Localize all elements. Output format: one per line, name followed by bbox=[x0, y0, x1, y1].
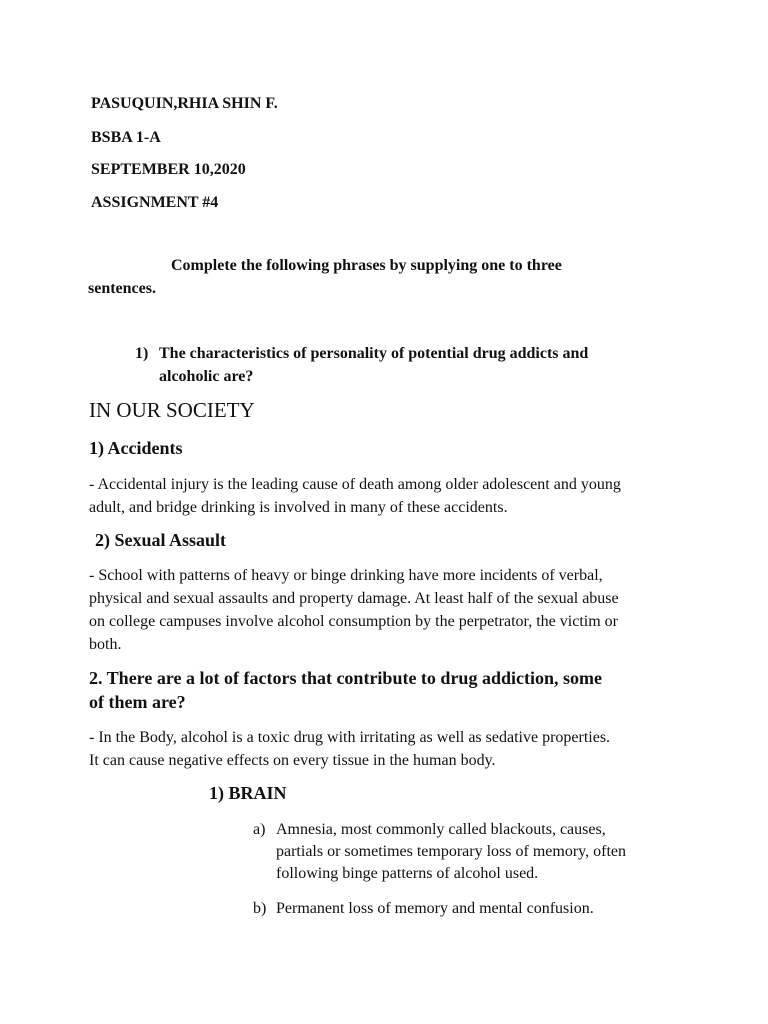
sexual-assault-line-1: - School with patterns of heavy or binge drinking have more incidents of verbal, bbox=[89, 567, 603, 584]
assignment-date: SEPTEMBER 10,2020 bbox=[91, 161, 246, 178]
body-para-line-1: - In the Body, alcohol is a toxic drug with irritating as well as sedative properties. bbox=[89, 729, 611, 746]
body-para-line-2: It can cause negative effects on every tissue in the human body. bbox=[89, 752, 496, 769]
accidents-heading: 1) Accidents bbox=[89, 438, 183, 458]
instruction-line-2: sentences. bbox=[88, 280, 156, 297]
question-1-number: 1) bbox=[135, 345, 149, 362]
assignment-number: ASSIGNMENT #4 bbox=[91, 194, 219, 211]
question-1-line-1: The characteristics of personality of potential drug addicts and bbox=[159, 345, 589, 362]
question-2-line-1: 2. There are a lot of factors that contribute to drug addiction, some bbox=[89, 668, 602, 688]
brain-item-a-line-2: partials or sometimes temporary loss of memory, often bbox=[276, 843, 626, 860]
brain-item-a-line-1: Amnesia, most commonly called blackouts, causes, bbox=[276, 821, 606, 838]
brain-item-b-marker: b) bbox=[253, 900, 267, 917]
accidents-line-2: adult, and bridge drinking is involved in many of these accidents. bbox=[89, 499, 508, 516]
accidents-line-1: - Accidental injury is the leading cause of death among older adolescent and young bbox=[89, 476, 621, 493]
sexual-assault-line-2: physical and sexual assaults and property damage. At least half of the sexual abuse bbox=[89, 590, 619, 607]
question-1-line-2: alcoholic are? bbox=[159, 368, 254, 385]
section-heading: IN OUR SOCIETY bbox=[89, 398, 255, 422]
instruction-line-1: Complete the following phrases by supplying one to three bbox=[171, 257, 562, 274]
brain-item-b-line-1: Permanent loss of memory and mental confusion. bbox=[276, 900, 594, 917]
sexual-assault-line-4: both. bbox=[89, 636, 122, 653]
brain-item-a-marker: a) bbox=[253, 821, 266, 838]
sexual-assault-line-3: on college campuses involve alcohol consumption by the perpetrator, the victim or bbox=[89, 613, 618, 630]
student-name: PASUQUIN,RHIA SHIN F. bbox=[91, 95, 278, 112]
question-2-line-2: of them are? bbox=[89, 692, 186, 712]
brain-heading: 1) BRAIN bbox=[209, 783, 287, 803]
sexual-assault-heading: 2) Sexual Assault bbox=[95, 530, 227, 550]
student-section: BSBA 1-A bbox=[91, 129, 161, 146]
brain-item-a-line-3: following binge patterns of alcohol used. bbox=[276, 865, 539, 882]
